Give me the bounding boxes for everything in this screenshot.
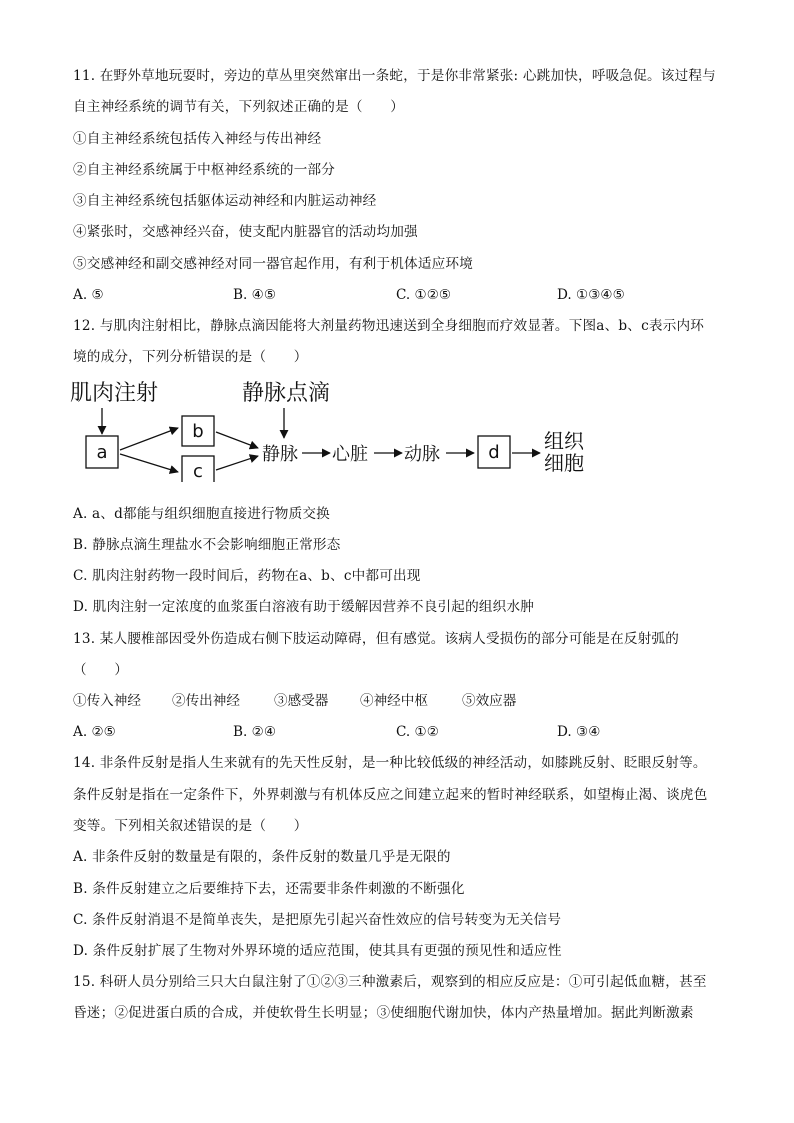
q15-stem-line-2: 昏迷；②促进蛋白质的合成，并使软骨生长明显；③使细胞代谢加快，体内产热量增加。据此判断激素 — [73, 1005, 694, 1021]
q13-item-4: ④神经中枢 — [360, 693, 428, 709]
label-tissue-line-1: 组织 — [544, 429, 584, 453]
q11-option-c[interactable]: C. ①②⑤ — [396, 287, 452, 303]
q14-stem-line-2: 条件反射是指在一定条件下，外界刺激与有机体反应之间建立起来的暂时神经联系，如望梅止渴、谈虎色 — [73, 787, 708, 803]
q13-item-3: ③感受器 — [274, 693, 329, 709]
q14-stem-line-3: 变等。下列相关叙述错误的是（ ） — [73, 818, 308, 834]
q11-statement-3: ③自主神经系统包括躯体运动神经和内脏运动神经 — [73, 193, 377, 209]
q12-stem-line-1: 12. 与肌肉注射相比，静脉点滴因能将大剂量药物迅速送到全身细胞而疗效显著。下图a、b、c表示内环 — [73, 318, 705, 334]
q14-option-b[interactable]: B. 条件反射建立之后要维持下去，还需要非条件刺激的不断强化 — [73, 881, 465, 897]
q11-statement-2: ②自主神经系统属于中枢神经系统的一部分 — [73, 162, 336, 178]
arrow-a-to-c — [120, 454, 178, 472]
body-fluid-flow-diagram — [68, 372, 628, 482]
box-c-label: c — [193, 461, 203, 482]
q11-statement-5: ⑤交感神经和副交感神经对同一器官起作用，有利于机体适应环境 — [73, 256, 474, 272]
label-intramuscular-injection: 肌肉注射 — [70, 381, 159, 406]
q12-option-a[interactable]: A. a、d都能与组织细胞直接进行物质交换 — [73, 506, 330, 522]
q13-option-a[interactable]: A. ②⑤ — [73, 724, 116, 740]
q14-option-a[interactable]: A. 非条件反射的数量是有限的，条件反射的数量几乎是无限的 — [73, 849, 451, 865]
box-d-label: d — [488, 442, 500, 463]
q11-statement-1: ①自主神经系统包括传入神经与传出神经 — [73, 131, 322, 147]
q15-stem-line-1: 15. 科研人员分别给三只大白鼠注射了①②③三种激素后，观察到的相应反应是：①可引起低血糖，甚至 — [73, 974, 707, 990]
q13-option-d[interactable]: D. ③④ — [557, 724, 601, 740]
q13-option-b[interactable]: B. ②④ — [233, 724, 277, 740]
q12-option-d[interactable]: D. 肌肉注射一定浓度的血浆蛋白溶液有助于缓解因营养不良引起的组织水肿 — [73, 599, 535, 615]
q11-option-d[interactable]: D. ①③④⑤ — [557, 287, 625, 303]
label-tissue-line-2: 细胞 — [544, 451, 584, 475]
q11-stem-line-1: 11. 在野外草地玩耍时，旁边的草丛里突然窜出一条蛇，于是你非常紧张: 心跳加快，呼吸急促。该过程与 — [73, 68, 716, 84]
label-artery: 动脉 — [404, 444, 440, 465]
box-b-label: b — [192, 421, 204, 442]
label-heart: 心脏 — [332, 444, 368, 465]
q11-statement-4: ④紧张时，交感神经兴奋，使支配内脏器官的活动均加强 — [73, 224, 418, 240]
q13-stem-line-1: 13. 某人腰椎部因受外伤造成右侧下肢运动障碍，但有感觉。该病人受损伤的部分可能是在反射弧的 — [73, 631, 680, 647]
box-a-label: a — [96, 442, 108, 463]
q14-option-d[interactable]: D. 条件反射扩展了生物对外界环境的适应范围，使其具有更强的预见性和适应性 — [73, 943, 562, 959]
q13-option-c[interactable]: C. ①② — [396, 724, 439, 740]
label-iv-drip: 静脉点滴 — [242, 381, 331, 406]
q12-stem-line-2: 境的成分，下列分析错误的是（ ） — [73, 349, 308, 365]
q14-option-c[interactable]: C. 条件反射消退不是简单丧失，是把原先引起兴奋性效应的信号转变为无关信号 — [73, 912, 562, 928]
q11-option-a[interactable]: A. ⑤ — [73, 287, 104, 303]
q11-stem-line-2: 自主神经系统的调节有关，下列叙述正确的是（ ） — [73, 99, 405, 115]
arrow-a-to-b — [120, 428, 178, 450]
q13-item-2: ②传出神经 — [172, 693, 240, 709]
q13-item-1: ①传入神经 — [73, 693, 141, 709]
label-vein: 静脉 — [262, 444, 298, 465]
arrow-b-to-vein — [216, 432, 258, 448]
q13-stem-line-2: （ ） — [73, 662, 129, 678]
q12-option-c[interactable]: C. 肌肉注射药物一段时间后，药物在a、b、c中都可出现 — [73, 568, 421, 584]
arrow-c-to-vein — [216, 456, 258, 470]
q14-stem-line-1: 14. 非条件反射是指人生来就有的先天性反射，是一种比较低级的神经活动，如膝跳反射、眨眼反射等。 — [73, 755, 707, 771]
q11-option-b[interactable]: B. ④⑤ — [233, 287, 277, 303]
q12-option-b[interactable]: B. 静脉点滴生理盐水不会影响细胞正常形态 — [73, 537, 341, 553]
q13-item-5: ⑤效应器 — [462, 693, 517, 709]
